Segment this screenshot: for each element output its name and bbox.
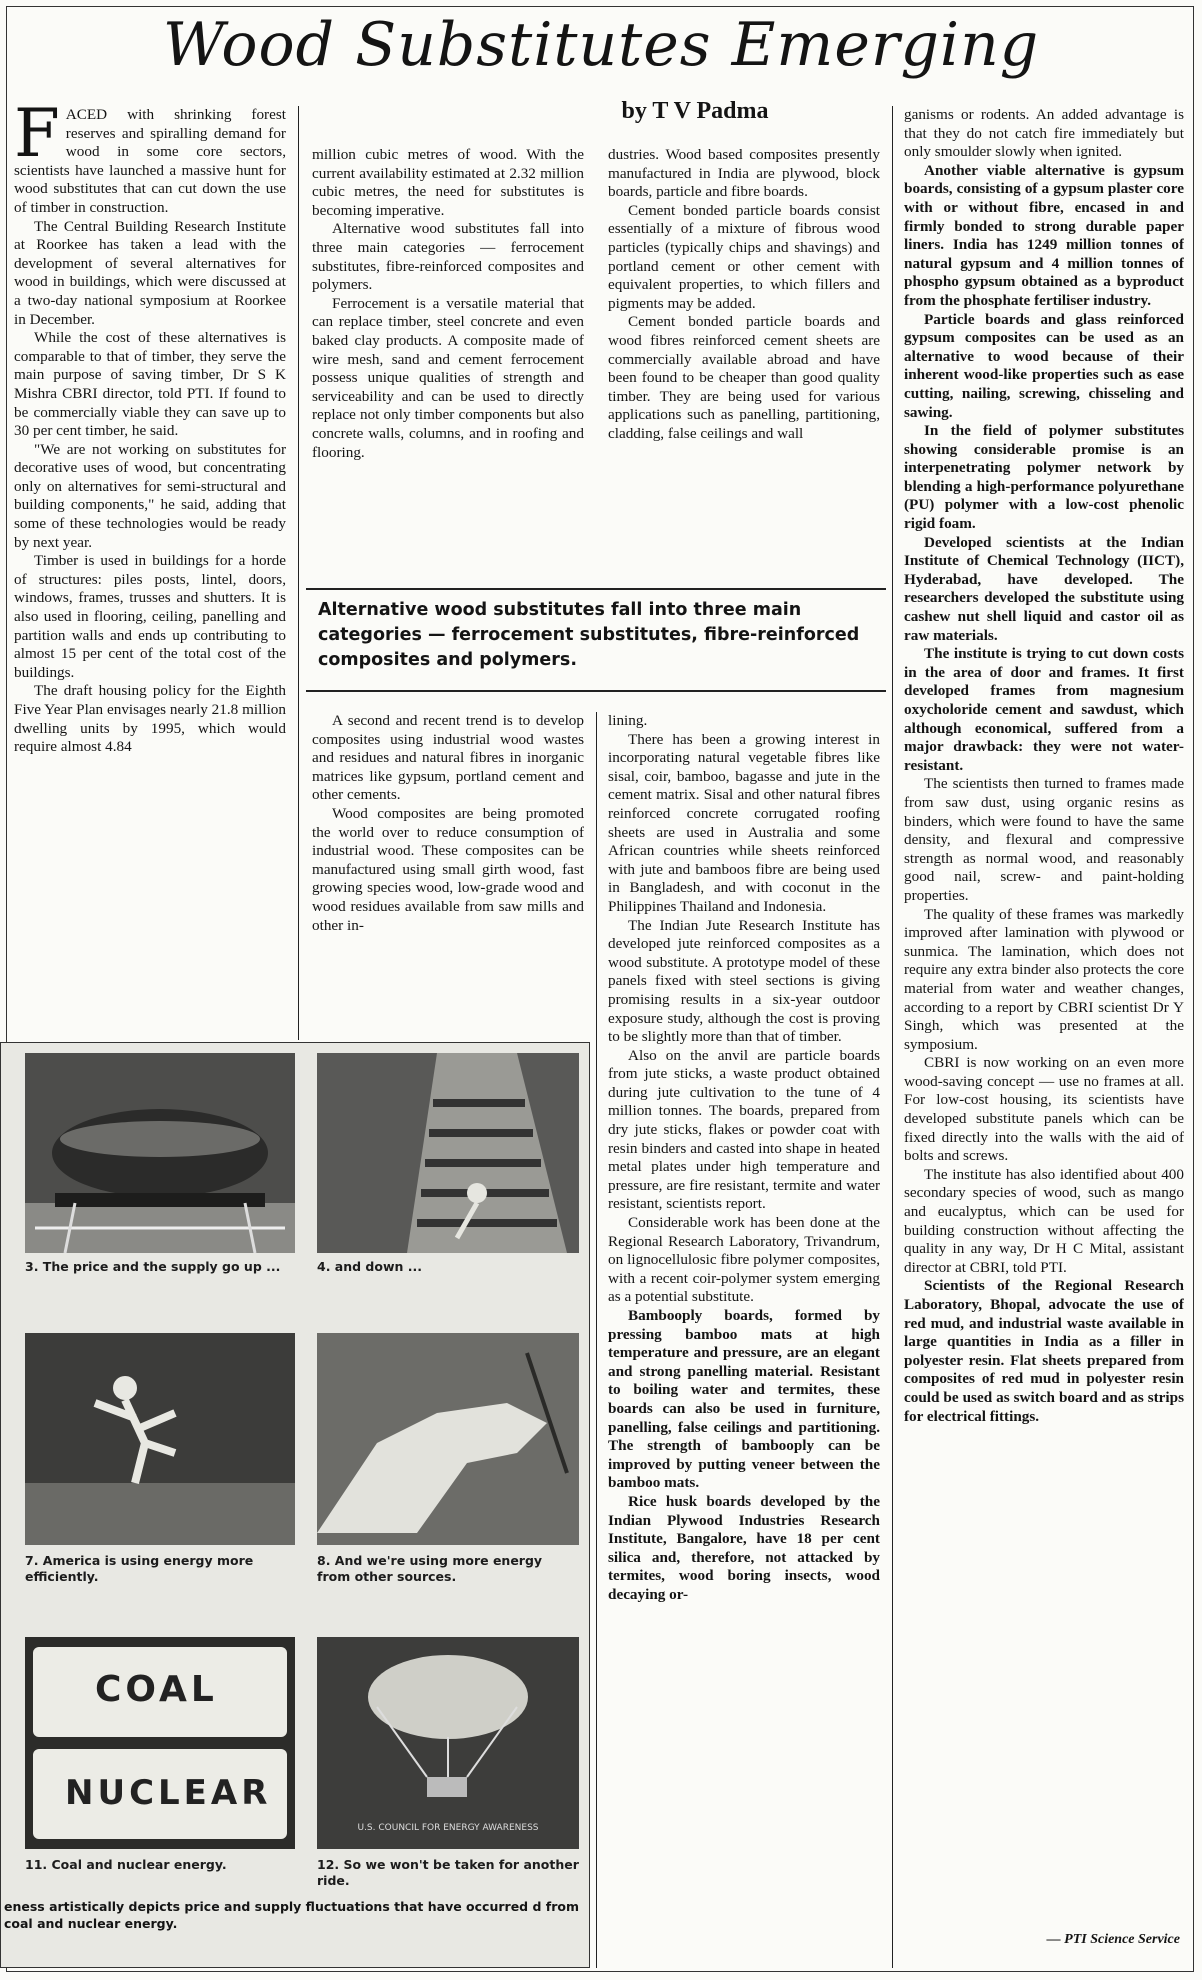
paragraph: Developed scientists at the Indian Institute of Chemical Technology (IICT), Hyderabad, have developed. The researchers developed the substitute using cashew nut shell liquid and castor oil as raw materials.: [904, 533, 1184, 644]
panel-coal-nuclear: [25, 1637, 295, 1849]
credit-line: — PTI Science Service: [1046, 1932, 1180, 1947]
column-2-top: [312, 146, 584, 580]
paragraph: Also on the anvil are particle boards from jute sticks, a waste product obtained during jute cultivation to the tune of 4 million tonnes. The boards, prepared from dry jute sticks, flakes or powder coat with resin binders and casted into shape in heated metal plates under high temperature and pressure, are fire resistant, termite and water resistant, scientists report.: [608, 1046, 880, 1213]
falling-stairs-illustration: [317, 1053, 579, 1253]
nuclear-word: NUCLEAR: [65, 1773, 272, 1813]
pull-quote: Alternative wood substitutes fall into three main categories — ferrocement substitutes, fibre-reinforced composites and polymers.: [318, 600, 860, 670]
paragraph: A second and recent trend is to develop composites using industrial wood wastes and residues and natural fibres in inorganic matrices like gypsum, portland cement and other cements.: [312, 712, 584, 804]
paragraph: CBRI is now working on an even more wood-saving concept — use no frames at all. For low-cost housing, its scientists have developed substitute panels which can be fixed directly into the walls with the aid of bolts and screws.: [904, 1054, 1184, 1165]
paragraph: The Indian Jute Research Institute has developed jute reinforced composites as a wood substitute. A prototype model of these panels fixed with steel sections is giving promising results in a six-year outdoor exposure study, although the cost is proving to be slightly more than that of timber.: [608, 916, 880, 1046]
pullquote-rule-bottom: [306, 690, 886, 692]
paragraph: Alternative wood substitutes fall into three main categories — ferrocement substitutes, fibre-reinforced composites and polymers.: [312, 220, 584, 294]
panel-caption: 12. So we won't be taken for another ride.: [317, 1857, 579, 1888]
paragraph: Timber is used in buildings for a horde of structures: piles posts, lintel, doors, windows, frames, trusses and shutters. It is also used in flooring, ceiling, panelling and partition walls and ends up contributing to almost 15 per cent of the total cost of the buildings.: [14, 552, 286, 681]
panel-efficiency: [25, 1333, 295, 1545]
floating-figure-illustration: [25, 1333, 295, 1545]
paragraph: ganisms or rodents. An added advantage is that they do not catch fire immediately but only smoulder slowly when ignited.: [904, 106, 1184, 161]
column-1: [14, 106, 286, 1038]
column-rule: [892, 106, 893, 1968]
paragraph: Another viable alternative is gypsum boards, consisting of a gypsum plaster core with or without fibre, encased in and firmly bonded to strong durable paper liners. India has 1249 million tonnes of natural gypsum and 4 million tonnes of phospho gypsum obtained as a byproduct from the phosphate fertiliser industry.: [904, 161, 1184, 309]
paragraph: The draft housing policy for the Eighth Five Year Plan envisages nearly 21.8 million dwelling units by 1995, which would require almost 4.84: [14, 682, 286, 756]
paragraph: The quality of these frames was markedly improved after lamination with plywood or sunmica. The lamination, which does not require any extra binder also protects the core material from water and weather changes, according to a report by CBRI scientist Dr Y Singh, which was presented at the symposium.: [904, 905, 1184, 1053]
paragraph: million cubic metres of wood. With the current availability estimated at 2.32 million cubic metres, the need for substitutes is becoming imperative.: [312, 146, 584, 219]
paragraph: While the cost of these alternatives is comparable to that of timber, they serve the main purpose of saving timber, Dr S K Mishra CBRI director, told PTI. If found to be commercially viable they can save up to 30 per cent timber, he said.: [14, 329, 286, 440]
paragraph: Scientists of the Regional Research Laboratory, Bhopal, advocate the use of red mud, and industrial waste available in large quantities in India as a filler in polyester resin. Flat sheets prepared from composites of red mud in polyester resin could be used as switch board and as strips for electrical fittings.: [904, 1277, 1184, 1425]
panel-other-sources: [317, 1333, 579, 1545]
drop-cap: F: [14, 106, 60, 172]
paragraph: Wood composites are being promoted the world over to reduce consumption of industrial wood. These composites can be manufactured using small girth wood, fast growing species wood, low-grade wood and wood residues available from saw mills and other in-: [312, 804, 584, 934]
headline: Wood Substitutes Emerging: [162, 10, 1040, 80]
panel-caption: 11. Coal and nuclear energy.: [25, 1857, 227, 1872]
paragraph: Ferrocement is a versatile material that can replace timber, steel concrete and even baked clay products. A composite made of wire mesh, sand and cement ferrocement possess unique qualities of strength and serviceability and can be used to directly replace not only timber components but also concrete walls, columns, and in roofing and flooring.: [312, 294, 584, 461]
column-2-bottom: [312, 712, 584, 1036]
column-rule: [298, 106, 299, 1040]
hand-illustration: [317, 1333, 579, 1545]
panel-caption: 7. America is using energy more efficiently.: [25, 1553, 254, 1584]
panel-price-up: [25, 1053, 295, 1253]
byline: by T V Padma: [621, 98, 769, 124]
paragraph: The institute is trying to cut down costs in the area of door and frames. It first developed frames from magnesium oxycholoride cement and sawdust, which although economical, suffered from a major drawback: they were not water-resistant.: [904, 645, 1184, 774]
paragraph: dustries. Wood based composites presently manufactured in India are plywood, block boards, particle and fibre boards.: [608, 146, 880, 201]
paragraph: There has been a growing interest in incorporating natural vegetable fibres like sisal, coir, bamboo, bagasse and jute in the cement matrix. Sisal and other natural fibres reinforced concrete corrugated roofing sheets are used in Australia and some African countries while sheets reinforced with jute and bamboos fibre are being used in Bangladesh, and with coconut in the Philippines Thailand and Indonesia.: [608, 730, 880, 915]
pullquote-rule-top: [306, 588, 886, 590]
panel-price-down: [317, 1053, 579, 1253]
paragraph: Cement bonded particle boards and wood fibres reinforced cement sheets are commercially available abroad and have been found to be cheaper than good quality timber. They are being used for various applications such as panelling, partitioning, cladding, false ceilings and wall: [608, 313, 880, 442]
column-3-top: [608, 146, 880, 580]
panel-caption: 4. and down ...: [317, 1259, 423, 1274]
paragraph: Considerable work has been done at the Regional Research Laboratory, Trivandrum, on lignocellulosic fibre polymer composites, with a recent coir-polymer system emerging as a potential substitute.: [608, 1214, 880, 1306]
column-4: [904, 106, 1184, 1924]
panel-caption: 3. The price and the supply go up ...: [25, 1259, 281, 1274]
paragraph: The Central Building Research Institute at Roorkee has taken a lead with the development of several alternatives for wood in buildings, which were discussed at a two-day national symposium at Roorkee in December.: [14, 217, 286, 328]
paragraph: Bambooply boards, formed by pressing bamboo mats at high temperature and pressure, are an elegant and strong panelling material. Resistant to boiling water and termites, these boards can also be used in furniture, panelling, false ceilings and partitioning. The strength of bambooply can be improved by putting veneer between the bamboo mats.: [608, 1307, 880, 1492]
paragraph: "We are not working on substitutes for decorative uses of wood, but concentrating only on alternatives for semi-structural and building components," he said, adding that some of these technologies would be ready by next year.: [14, 440, 286, 551]
paragraph: lining.: [608, 712, 648, 729]
coal-word: COAL: [95, 1669, 218, 1710]
balloon-illustration: [317, 1637, 579, 1849]
lead-paragraph: FACED with shrinking forest reserves and spiralling demand for wood in some core sectors, scientists have launched a massive hunt for wood substitutes that can cut down the use of timber in construction.: [14, 106, 286, 216]
paragraph: Cement bonded particle boards consist essentially of a mixture of fibrous wood particles (typically chips and shavings) and portland cement or other cement with equivalent properties, to which fillers and pigments may be added.: [608, 201, 880, 312]
paragraph: In the field of polymer substitutes showing considerable promise is an interpenetrating polymer network by blending a high-performance polyurethane (PU) polymer with a low-cost phenolic rigid foam.: [904, 422, 1184, 533]
paragraph: The institute has also identified about 400 secondary species of wood, such as mango and eucalyptus, which can be used for building construction without affecting the quality in any way, Dr H C Mital, assistant director at CBRI, told PTI.: [904, 1165, 1184, 1276]
column-3-bottom: [608, 712, 880, 1968]
paragraph: The scientists then turned to frames made from saw dust, using organic resins as binders, which were found to have the same density, and flexural and compressive strength as normal wood, and reasonably good nail, screw- and paint-holding properties.: [904, 775, 1184, 904]
tank-car-illustration: [25, 1053, 295, 1253]
photo-illustration: [0, 1042, 590, 1968]
balloon-text: U.S. COUNCIL FOR ENERGY AWARENESS: [357, 1823, 539, 1833]
photo-caption: eness artistically depicts price and supply fluctuations that have occurred d from coal and nuclear energy.: [4, 1899, 579, 1931]
panel-caption: 8. And we're using more energy from other sources.: [317, 1553, 543, 1584]
paragraph: Particle boards and glass reinforced gypsum composites can be used as an alternative to wood because of their inherent wood-like properties such as ease cutting, nailing, screwing, chisseling and sawing.: [904, 310, 1184, 421]
column-rule: [596, 712, 597, 1968]
panel-balloon: [317, 1637, 579, 1849]
paragraph: Rice husk boards developed by the Indian Plywood Industries Research Institute, Bangalore, have 18 per cent silica and, therefore, not attacked by termites, wood boring insects, wood decaying or-: [608, 1492, 880, 1603]
